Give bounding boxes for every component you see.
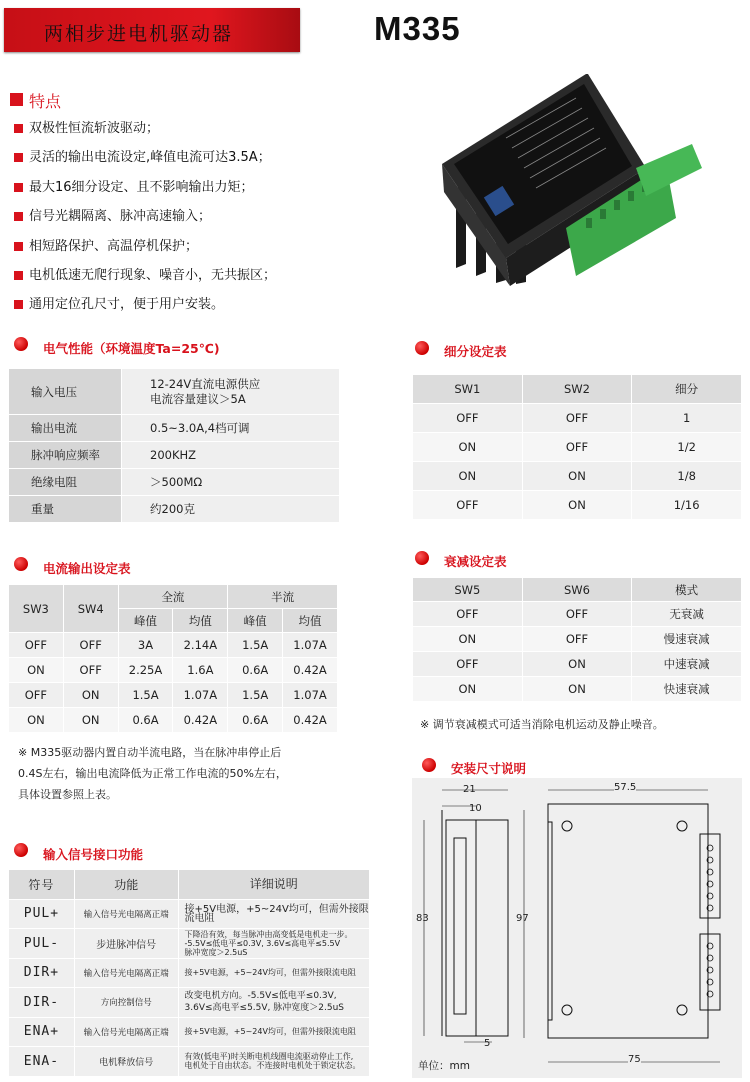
table-row: OFF ON 1.5A 1.07A 1.5A 1.07A — [9, 683, 338, 708]
table-row: OFF OFF 3A 2.14A 1.5A 1.07A — [9, 633, 338, 658]
driver-product-image — [436, 68, 716, 286]
feature-item: 灵活的输出电流设定,峰值电流可达3.5A； — [14, 147, 276, 176]
table-row: OFF ON 中速衰减 — [413, 652, 742, 677]
table-header-row: SW1 SW2 细分 — [413, 375, 742, 404]
table-header-row: SW3 SW4 全流 半流 — [9, 585, 338, 609]
table-row: ENA+ 输入信号光电隔离正端 接+5V电源，+5~24V均可，但需外接限流电阻 — [9, 1017, 370, 1047]
table-row: DIR+ 输入信号光电隔离正端 接+5V电源，+5~24V均可，但需外接限流电阻 — [9, 958, 370, 988]
feature-item: 双极性恒流斩波驱动； — [14, 118, 276, 147]
table-row: ON OFF 2.25A 1.6A 0.6A 0.42A — [9, 658, 338, 683]
bullet-dot-icon — [415, 551, 429, 565]
bullet-icon — [14, 242, 23, 251]
dim-83: 83 — [416, 913, 429, 924]
microstep-table — [412, 374, 742, 520]
table-header-row: 峰值 均值 峰值 均值 — [9, 609, 338, 633]
dim-97: 97 — [516, 913, 529, 924]
table-row: 重量 约200克 — [9, 496, 340, 523]
dim-5: 5 — [484, 1038, 491, 1049]
table-row: ON ON 快速衰减 — [413, 677, 742, 702]
bullet-icon — [14, 153, 23, 162]
dim-57-5: 57.5 — [614, 782, 637, 793]
dimensions-title: 安装尺寸说明 — [451, 761, 527, 776]
current-title: 电流输出设定表 — [43, 561, 131, 576]
signal-title: 输入信号接口功能 — [43, 847, 144, 862]
table-row: OFF OFF 无衰减 — [413, 602, 742, 627]
bullet-dot-icon — [14, 557, 28, 571]
unit-label: 单位：mm — [418, 1060, 470, 1072]
bullet-icon — [14, 300, 23, 309]
table-header-row: 符号 功能 详细说明 — [9, 870, 370, 900]
bullet-dot-icon — [14, 843, 28, 857]
table-row: ON OFF 慢速衰减 — [413, 627, 742, 652]
table-row: ON ON 1/8 — [413, 462, 742, 491]
table-row: OFF ON 1/16 — [413, 491, 742, 520]
table-row: DIR- 方向控制信号 改变电机方向。-5.5V≤低电平≤0.3V, 3.6V≤高电平≤5.5V, 脉冲宽度＞2.5uS — [9, 988, 370, 1018]
bullet-icon — [14, 183, 23, 192]
electrical-title: 电气性能（环境温度Ta=25℃) — [43, 341, 220, 356]
features-list — [14, 118, 276, 324]
table-row: ENA- 电机释放信号 有效(低电平)时关断电机线圈电流驱动停止工作, 电机处于自由状态。不连接时电机处于锁定状态。 — [9, 1047, 370, 1077]
dim-21: 21 — [463, 784, 476, 795]
table-row: 输入电压 12-24V直流电源供应 电流容量建议＞5A — [9, 369, 340, 415]
decay-note: ※ 调节衰减模式可适当消除电机运动及静止噪音。 — [420, 718, 664, 731]
decay-table — [412, 577, 742, 702]
signal-table — [8, 869, 370, 1077]
table-row: ON OFF 1/2 — [413, 433, 742, 462]
decay-title: 衰减设定表 — [444, 554, 507, 569]
features-marker — [10, 93, 23, 106]
current-table — [8, 584, 338, 733]
bullet-dot-icon — [422, 758, 436, 772]
table-row: PUL- 步进脉冲信号 下降沿有效，每当脉冲由高变低是电机走一步。 -5.5V≤低电平≤0.3V, 3.6V≤高电平≤5.5V 脉冲宽度＞2.5uS — [9, 929, 370, 959]
feature-item: 电机低速无爬行现象、噪音小，无共振区； — [14, 265, 276, 294]
bullet-icon — [14, 212, 23, 221]
table-row: ON ON 0.6A 0.42A 0.6A 0.42A — [9, 708, 338, 733]
table-header-row: SW5 SW6 模式 — [413, 578, 742, 602]
bullet-icon — [14, 124, 23, 133]
electrical-table — [8, 368, 340, 523]
feature-item: 最大16细分设定、且不影响输出力矩； — [14, 177, 276, 206]
model-number: M335 — [374, 10, 461, 47]
table-row: 输出电流 0.5~3.0A,4档可调 — [9, 415, 340, 442]
feature-item: 信号光耦隔离、脉冲高速输入； — [14, 206, 276, 235]
dim-75: 75 — [628, 1054, 641, 1065]
current-note: ※ M335驱动器内置自动半流电路，当在脉冲串停止后 0.4S左右，输出电流降低为正常工作电流的50%左右， 具体设置参照上表。 — [18, 746, 287, 801]
features-title: 特点 — [29, 92, 62, 111]
microstep-title: 细分设定表 — [444, 344, 507, 359]
product-title: 两相步进电机驱动器 — [44, 23, 234, 45]
table-row: 绝缘电阻 ＞500MΩ — [9, 469, 340, 496]
feature-item: 相短路保护、高温停机保护； — [14, 236, 276, 265]
dim-10: 10 — [469, 803, 482, 814]
bullet-icon — [14, 271, 23, 280]
table-row: 脉冲响应频率 200KHZ — [9, 442, 340, 469]
dimension-drawing — [412, 778, 742, 1078]
table-row: OFF OFF 1 — [413, 404, 742, 433]
table-row: PUL+ 输入信号光电隔离正端 接+5V电源，+5~24V均可，但需外接限流电阻 — [9, 899, 370, 929]
bullet-dot-icon — [415, 341, 429, 355]
bullet-dot-icon — [14, 337, 28, 351]
feature-item: 通用定位孔尺寸，便于用户安装。 — [14, 294, 276, 323]
